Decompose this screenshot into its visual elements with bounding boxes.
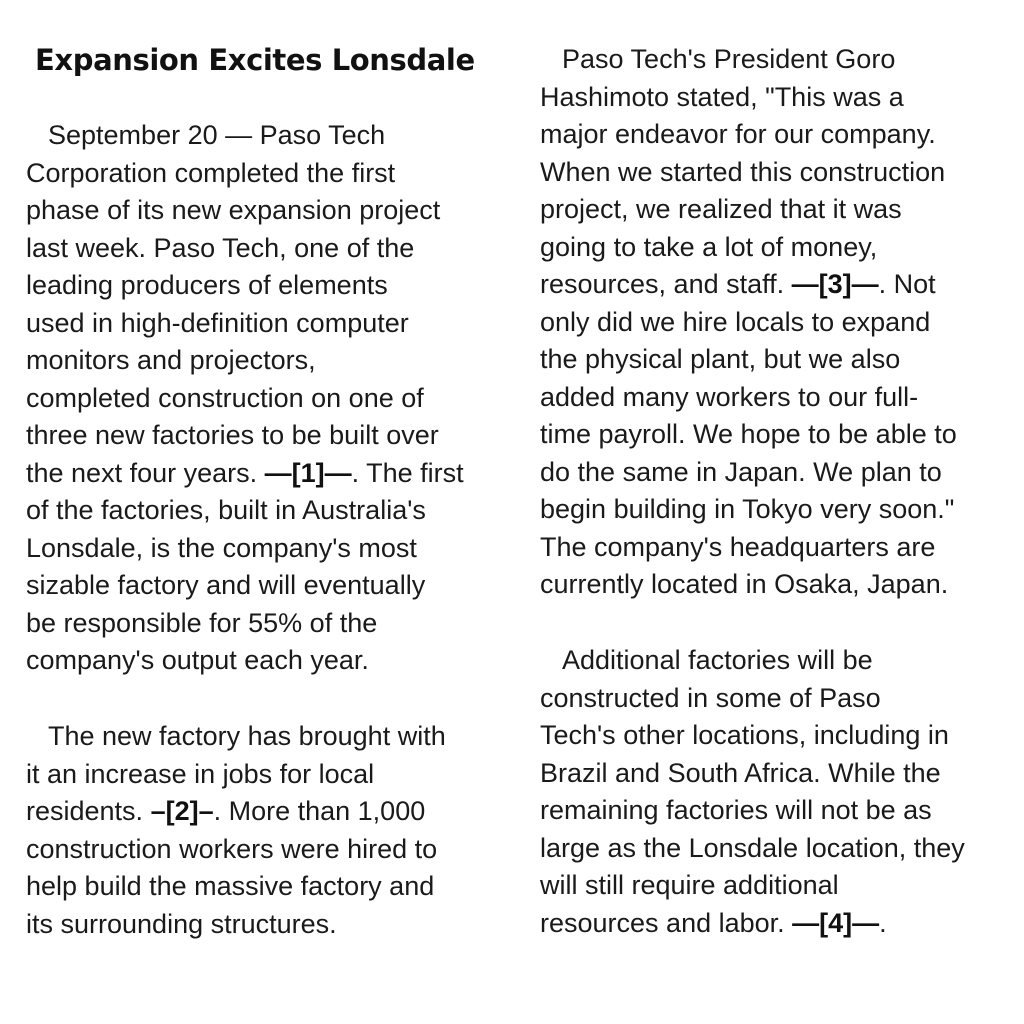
text-line: going to take a lot of money, — [540, 231, 878, 262]
text-line: begin building in Tokyo very soon." — [540, 494, 955, 524]
paragraph-3 — [540, 41, 957, 604]
text-line: time payroll. We hope to be able to — [540, 419, 957, 449]
paragraph-2 — [26, 718, 446, 943]
text-line: be responsible for 55% of the — [26, 607, 378, 638]
article-headline: Expansion Excites Lonsdale — [35, 43, 475, 77]
text-line: do the same in Japan. We plan to — [540, 456, 942, 487]
blank-marker-1: —[1]— — [264, 457, 352, 488]
text-line: The new factory has brought with — [48, 721, 446, 751]
text-line: Corporation completed the first — [26, 157, 396, 188]
blank-marker-2: –[2]– — [150, 796, 214, 826]
text-line: phase of its new expansion project — [26, 195, 441, 225]
blank-marker-4: —[4]— — [792, 907, 880, 938]
text-line: construction workers were hired to — [26, 833, 438, 864]
text-line: leading producers of elements — [26, 270, 388, 300]
text-line: resources and labor. —[4]—. — [540, 907, 887, 938]
text-line: monitors and projectors, — [26, 345, 316, 375]
text-line: major endeavor for our company. — [540, 119, 936, 149]
paragraph-4 — [540, 642, 965, 942]
text-line: Tech's other locations, including in — [540, 720, 949, 750]
text-line: used in high-definition computer — [26, 307, 409, 338]
text-line: When we started this construction — [540, 156, 946, 187]
text-line: constructed in some of Paso — [540, 682, 881, 713]
text-line: The company's headquarters are — [540, 531, 936, 562]
text-line: remaining factories will not be as — [540, 795, 932, 825]
text-line: it an increase in jobs for local — [26, 758, 375, 789]
text-line: Hashimoto stated, "This was a — [540, 81, 904, 112]
text-line: currently located in Osaka, Japan. — [540, 569, 949, 599]
text-line: project, we realized that it was — [540, 194, 902, 224]
text-line: only did we hire locals to expand — [540, 306, 931, 337]
text-line: will still require additional — [540, 870, 839, 900]
text-line: its surrounding structures. — [26, 908, 337, 939]
text-line: resources, and staff. —[3]—. Not — [540, 269, 936, 299]
text-line: Paso Tech's President Goro — [562, 44, 896, 74]
text-line: three new factories to be built over — [26, 420, 439, 450]
text-line: sizable factory and will eventually — [26, 570, 426, 600]
text-line: September 20 — Paso Tech — [48, 120, 386, 150]
paragraph-1 — [26, 117, 464, 680]
text-line: completed construction on one of — [26, 382, 424, 413]
text-line: the physical plant, but we also — [540, 344, 901, 374]
text-line: the next four years. —[1]—. The first — [26, 457, 464, 488]
blank-marker-3: —[3]— — [791, 269, 879, 299]
text-line: Lonsdale, is the company's most — [26, 532, 417, 563]
text-line: Brazil and South Africa. While the — [540, 757, 941, 788]
text-line: large as the Lonsdale location, they — [540, 832, 965, 863]
text-line: last week. Paso Tech, one of the — [26, 232, 415, 263]
text-line: residents. –[2]–. More than 1,000 — [26, 796, 426, 826]
text-line: of the factories, built in Australia's — [26, 495, 426, 525]
text-line: added many workers to our full- — [540, 381, 919, 412]
text-line: help build the massive factory and — [26, 871, 435, 901]
text-line: Additional factories will be — [562, 645, 873, 675]
text-line: company's output each year. — [26, 645, 369, 675]
